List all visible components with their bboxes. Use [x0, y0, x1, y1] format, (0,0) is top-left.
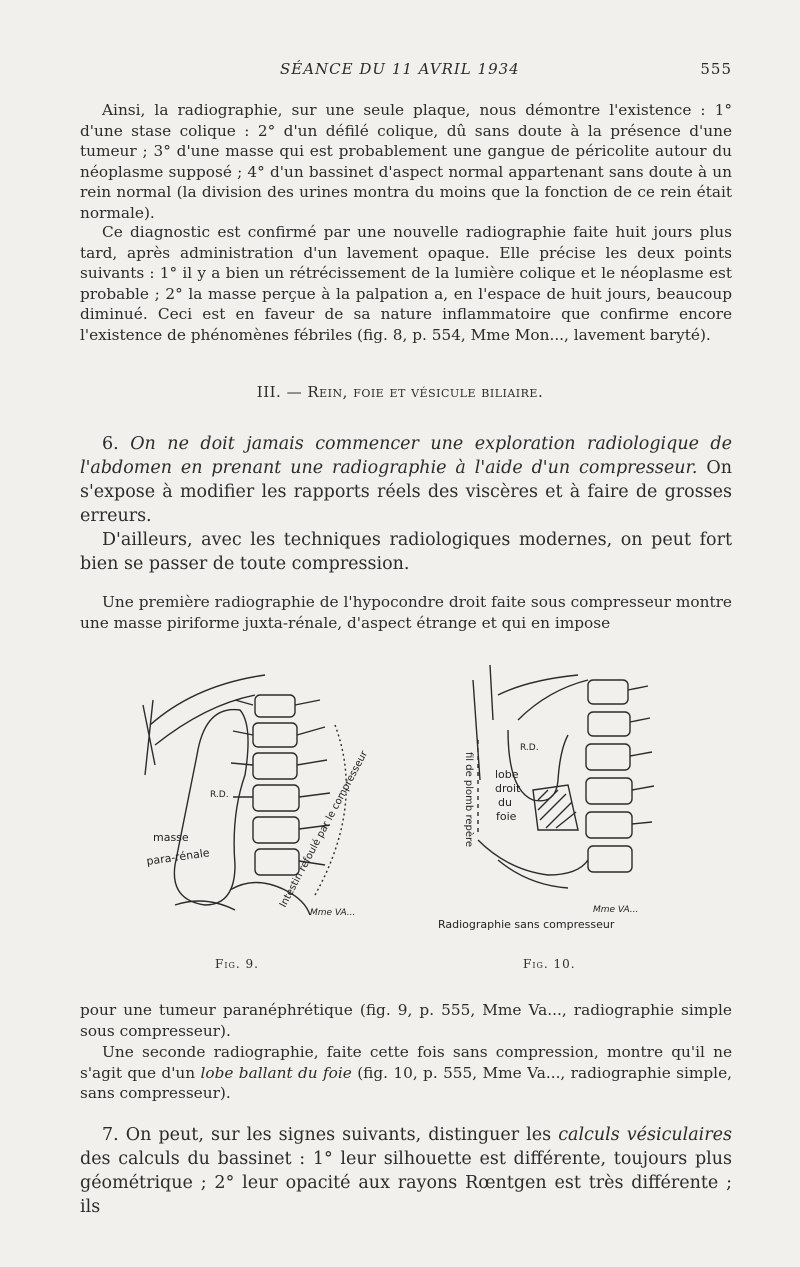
paragraph-3 — [80, 432, 732, 528]
rule-consequence: On s'expose à modifier les rapports réels des viscères et à faire de grosses erreurs. — [80, 458, 732, 526]
paragraph-8-end: des calculs du bassinet : 1° leur silhouette est différente, toujours plus géométrique ; 2° leur opacité aux rayons Rœntgen est très différente ; ils — [80, 1149, 732, 1217]
paragraph-8-emphasis: calculs vésiculaires — [558, 1125, 732, 1145]
figure-10-caption: Fig. 10. — [523, 957, 576, 971]
section-heading — [0, 383, 800, 401]
section-numeral: III. — — [256, 383, 303, 401]
fig9-label-author: Mme VA... — [310, 908, 356, 918]
fig9-label-intestin: Intestin refoulé par le compresseur — [277, 749, 370, 910]
paragraph-7-start: Une seconde radiographie, faite cette fois sans compression, montre qu'il ne s'agit que d'un — [80, 1043, 732, 1082]
header-title: SÉANCE DU 11 AVRIL 1934 — [280, 60, 520, 78]
figure-9-drawing — [135, 665, 370, 930]
page-number: 555 — [700, 60, 732, 78]
fig10-label-droit: droit — [495, 782, 521, 795]
fig10-label-fil: fil de plomb repère — [463, 752, 474, 848]
fig10-label-rd: R.D. — [520, 743, 539, 753]
section-title: Rein, foie et vésicule biliaire. — [307, 383, 544, 401]
paragraph-1: Ainsi, la radiographie, sur une seule plaque, nous démontre l'existence : 1° d'une stase colique : 2° d'un défilé colique, dû sans doute à la présence d'une tumeur ; 3° d'une masse qui est probablement une gangue de péricolite autour du néoplasme supposé ; 4° d'un bassinet d'aspect normal appartenant sans doute à un rein normal (la division des urines montra du moins que la fonction de ce rein était normale). — [80, 101, 732, 222]
paragraph-8-start: 7. On peut, sur les signes suivants, distinguer les — [102, 1125, 552, 1145]
figure-10-drawing — [438, 660, 663, 935]
paragraph-6: pour une tumeur paranéphrétique (fig. 9, p. 555, Mme Va..., radiographie simple sous compresseur). — [80, 1001, 732, 1040]
fig9-label-masse: masse — [153, 831, 189, 844]
paragraph-4: D'ailleurs, avec les techniques radiologiques modernes, on peut fort bien se passer de toute compression. — [80, 530, 732, 574]
paragraph-2: Ce diagnostic est confirmé par une nouvelle radiographie faite huit jours plus tard, après administration d'un lavement opaque. Elle précise les deux points suivants : 1° il y a bien un rétrécissement de la lumière colique et le néoplasme est probable ; 2° la masse perçue à la palpation a, en l'espace de huit jours, beaucoup diminué. Ceci est en faveur de sa nature inflammatoire que confirme encore l'existence de phénomènes fébriles (fig. 8, p. 554, Mme Mon..., lavement baryté). — [80, 223, 732, 344]
figure-10 — [438, 660, 663, 935]
paragraph-7-end: (fig. 10, p. 555, Mme Va..., radiographie simple, sans compresseur). — [80, 1063, 732, 1102]
fig10-label-foie: foie — [496, 810, 517, 823]
figure-9-caption: Fig. 9. — [215, 957, 259, 971]
paragraph-5: Une première radiographie de l'hypocondre droit faite sous compresseur montre une masse piriforme juxta-rénale, d'aspect étrange et qui en impose — [80, 593, 732, 632]
paragraph-7 — [80, 1042, 732, 1104]
figure-9 — [135, 665, 370, 930]
fig9-label-pararenale: para-rénale — [145, 846, 211, 868]
fig10-label-lobe: lobe — [495, 768, 519, 781]
fig9-label-rd: R.D. — [210, 790, 229, 800]
fig10-label-author: Mme VA... — [593, 905, 639, 915]
rule-statement: On ne doit jamais commencer une exploration radiologique de l'abdomen en prenant une radiographie à l'aide d'un compresseur. — [80, 434, 732, 478]
paragraph-7-emphasis: lobe ballant du foie — [200, 1063, 352, 1082]
item-number: 6. — [102, 434, 119, 454]
paragraph-8 — [80, 1123, 732, 1219]
fig10-label-bottom: Radiographie sans compresseur — [438, 918, 615, 931]
fig10-label-du: du — [498, 796, 512, 809]
